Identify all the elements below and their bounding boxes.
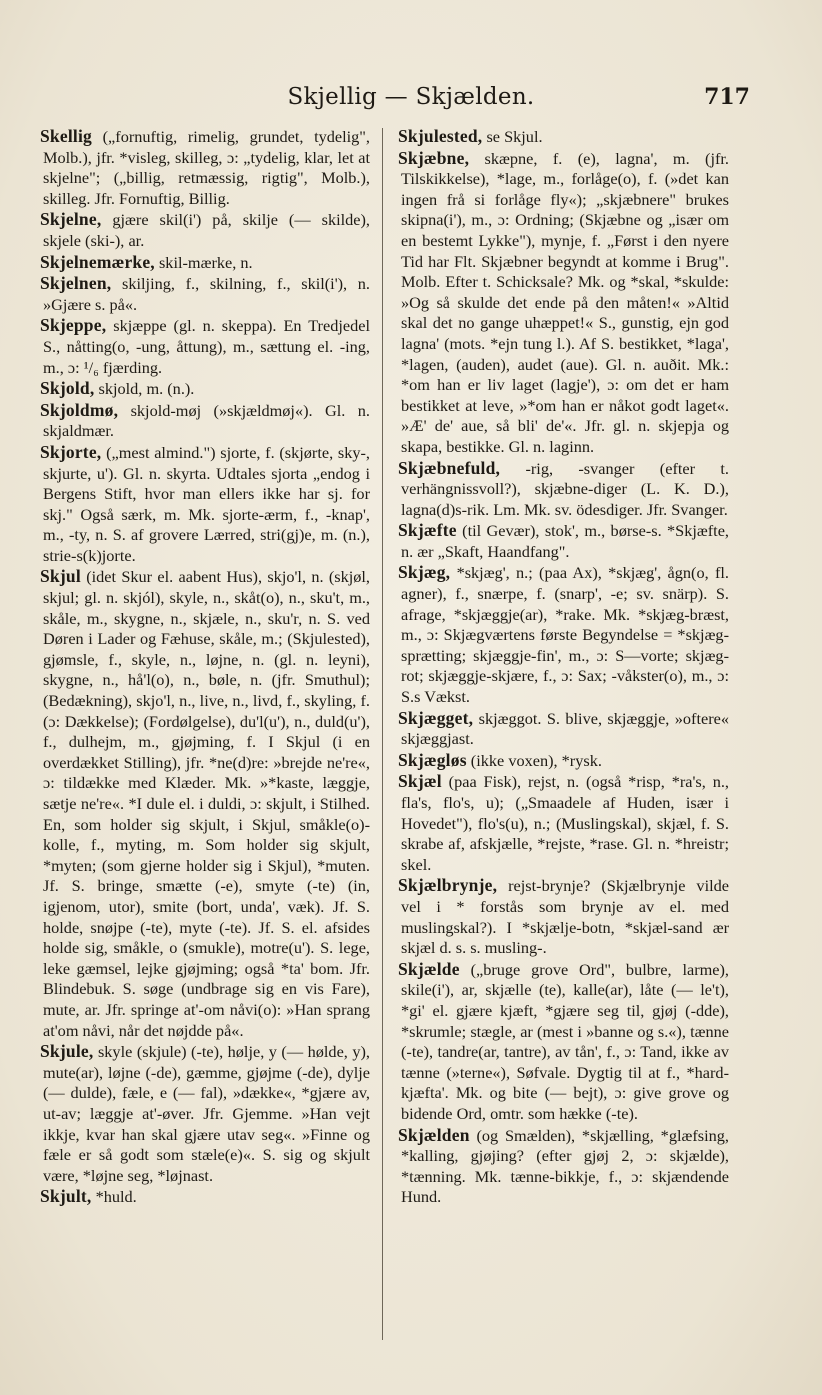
dictionary-entry [40,400,370,442]
entry-headword: Skjæg, [398,562,451,583]
entry-text: gjære skil(i') på, skilje (— skilde), skjele (ski-), ar. [43,210,370,250]
entry-headword: Skjoldmø, [40,399,119,420]
dictionary-entry [40,566,370,1041]
dictionary-entry [40,273,370,315]
running-head: Skjellig — Skjælden. [287,84,535,110]
entry-text: skil-mærke, n. [158,252,253,272]
entry-headword: Skjule, [40,1041,94,1062]
entry-text: skiljing, f., skilning, f., skil(i'), n. »Gjære s. på«. [43,274,371,314]
entry-text: -rig, -svanger (efter t. verhängnissvoll?), skjæbne-diger (L. K. D.), lagna(d)s-rik. Lm. Mk. sv. ödesdiger. Jfr. Svanger. [401,458,729,519]
entry-headword: Skjægløs [398,749,467,770]
entry-text: („bruge grove Ord", bulbre, larme), skile(i'), ar, skjælle (te), kalle(ar), låte (— le't), *gi' el. gjære kjæft, *gjære seg til, gjøj (-dde), *skrumle; stægle, ar (mest i »banne og s.«), tænne (-te), tandre(ar, tantre), av tån', f., ɔ: Tand, ikke av tænne (»terne«), Søfvale. Dygtig til at f., *hard-kjæfta'. Mk. og bite (— bejt), ɔ: give grove og bidende Ord, omtr. som hække (-te). [401,959,729,1123]
dictionary-entry [398,148,729,458]
entry-headword: Skjæbne, [398,147,470,168]
page-number: 717 [704,84,750,110]
dictionary-entry [398,126,729,148]
entry-headword: Skjægget, [398,707,474,728]
entry-text: (paa Fisk), rejst, n. (også *risp, *ra's, n., fla's, flo's, u); („Smaadele af Huden, især i Hovedet"), flo's(u), n.; (Muslingskal), skjæl, f. S. skrabe af, afskjælle, *rejste, *rase. Gl. n. *hreistr; skel. [401,772,729,874]
left-column [40,126,370,1208]
entry-text: skyle (skjule) (-te), hølje, y (— hølde, y), mute(ar), løjne (-de), gæmme, gjøjme (-de), dylje (— dulde), fæle, e (— fal), »dække«, *gjære av, ut-av; læggje at'-øver. Jfr. Gjemme. »Han vejt ikkje, kvar han skal gjære utav seg«. »Finne og fæle er så godt som stæle(e)«. S. sig og skjult være, *løjne seg, *løjnast. [43,1042,370,1185]
entry-headword: Skjælbrynje, [398,875,498,896]
entry-headword: Skjul [40,566,81,587]
dictionary-entry [398,562,729,707]
dictionary-entry [398,708,729,750]
entry-text: rejst-brynje? (Skjælbrynje vilde vel i * forstås som brynje av el. med muslingskal?). I *skjælje-botn, *skjæl-sand ær skjæl d. s. s. musling-. [401,876,729,958]
entry-headword: Skellig [40,126,92,146]
dictionary-entry [40,126,370,209]
entry-headword: Skjæbnefuld, [398,457,501,478]
entry-headword: Skjælden [398,1124,470,1145]
entry-text: *skjæg', n.; (paa Ax), *skjæg', ågn(o, fl. agner), f., snærpe, f. (snarp', -e; sv. snärp). S. afrage, *skjæggje(ar), *rake. Mk. *skjæg-bræst, m., ɔ: Skjægværtens første Begyndelse = *skjæg-sprætting; skjæggje-fin', m., ɔ: S—vorte; skjæg-rot; skjæggje-skjære, f., ɔ: Sax; -våkster(o), m., ɔ: S.s Vækst. [401,563,729,707]
dictionary-entry [40,442,370,567]
dictionary-entry [40,252,370,274]
entry-text: skæpne, f. (e), lagna', m. (jfr. Tilskikkelse), *lage, m., forlåge(o), f. (»det kan ingen frå si forlåge fly«); „skjæbnere" brukes skipna(i'), m., ɔ: Ordning; (Skjæbne og „især om en bestemt Lykke"), mynje, f. „Først i den nyere Tid har Flt. Skjæbner begyndt at komme i Brug". Molb. Efter t. Schicksale? Mk. og *skal, *skulde: »Og så skulde det ende på den måten!« »Altid skal det no gange uhæppet!« S., gunstig, ejn god lagna' (mots. *ejn tung l.). Af S. bestikket, *laga', *lagen, (auden), audet (aue). Gl. n. auðit. Mk.: *om han er liv laget (lagje'), ɔ: om det er ham bestikket at leve, »*om han er nåkot godt laget«. »Æ' de' aue, så bli' de'«. Jfr. gl. n. skjepja og skapa, bestikke. Gl. n. laginn. [401,148,729,456]
entry-headword: Skjælde [398,958,460,979]
dictionary-entry [40,209,370,251]
right-column [398,126,729,1208]
entry-text: se Skjul. [486,127,543,146]
dictionary-entry [398,520,729,562]
entry-headword: Skjelnemærke, [40,251,155,272]
entry-text: (til Gevær), stok', m., børse-s. *Skjæfte, n. ær „Skaft, Haandfang". [401,521,729,561]
entry-headword: Skjult, [40,1186,92,1207]
entry-text: skjold-møj (»skjældmøj«). Gl. n. skjaldmær. [43,400,370,441]
entry-text: (og Smælden), *skjælling, *glæfsing, *kalling, gjøjing? (efter gjøj 2, ɔ: skjælde), *tænning. Mk. tænne-bikkje, f., ɔ: skjændende Hund. [401,1125,729,1207]
dictionary-entry [398,771,729,875]
entry-text: skjold, m. (n.). [98,379,195,399]
entry-headword: Skjeppe, [40,315,107,336]
entry-headword: Skjæfte [398,520,457,541]
entry-text: skjæggot. S. blive, skjæggje, »oftere« skjæggjast. [401,708,730,749]
entry-text: skjæppe (gl. n. skeppa). En Tredjedel S., nåtting(o, -ung, åttung), m., sættung el. -ing, m., ɔ: ¹/₆ fjærding. [43,316,370,377]
entry-headword: Skjorte, [40,441,102,462]
entry-headword: Skjelne, [40,209,102,230]
dictionary-entry [398,1125,729,1208]
entry-headword: Skjold, [40,378,95,399]
entry-headword: Skjæl [398,771,442,792]
entry-text: (ikke voxen), *rysk. [470,750,602,770]
dictionary-entry [398,959,729,1125]
column-divider [382,128,383,1340]
entry-text: („mest almind.") sjorte, f. (skjørte, sky-, skjurte, u'). Gl. n. skyrta. Udtales sjorta „endog i Bergens Stift, hvor man ellers ikke har sj. for skj." Også særk, m. Mk. sjorte-ærm, f., -knap', m., -ty, n. S. af grovere Lærred, stri(gj)e, m. (n.), strie-s(k)jorte. [43,442,370,565]
page-header [0,84,822,118]
dictionary-entry [40,315,370,378]
entry-text: *huld. [95,1187,137,1207]
dictionary-entry [398,458,729,521]
entry-text: (idet Skur el. aabent Hus), skjo'l, n. (skjøl, skjul; gl. n. skjól), skyle, n., skåt(o), n., sku't, m., skåle, m., skygne, n., skjæle, n., sku'r, n. S. ved Døren i Lader og Fæhuse, skåle, m.; (Skjulested), gjømsle, f., skyle, n., løjne, n. (gl. n. leyni), skygne, n., hå'l(o), n., bøle, n. (jfr. Smuthul); (Bedækning), skjo'l, n., live, n., livd, f., skyling, f. (ɔ: Dækkelse); (Fordølgelse), du'l(u'), n., duld(u'), f., dulhejm, m., gjøjming, f. I Skjul (i en overdækket Stilling), jfr. *ne(d)re: »brejde ne're«, ɔ: tildække med Klæder. Mk. »*kaste, læggje, sætje ne're«. *I dule el. i duldi, ɔ: skjult, i Stilhed. En, som holder sig skjult, i Skjul, småkle(o)-kolle, f., myting, m. Som holder sig skjult, *myten; (som gjerne holder sig i Skjul), *muten. Jf. S. bringe, smætte (-e), smyte (-te) (in, igjenom, utor), smite (bort, unda', væk). Jf. S. holde, snøjpe (-te), myte (-te). Jf. S. el. afsides holde sig, småkle, o (smukle), motre(u'). S. lege, leke gæmsel, lejke gjøjming; også *ta' bom. Jfr. Blindebuk. S. søge (undbrage sig en vis Fare), mute, ar. Jfr. springe at'-om nåvi(o): »Han sprang at'om nåvi, når det nøjdde på«. [43,567,370,1040]
dictionary-entry [40,1041,370,1186]
dictionary-entry [40,1186,370,1208]
entry-headword: Skjelnen, [40,273,112,294]
entry-text: („fornuftig, rimelig, grundet, tydelig", Molb.), jfr. *visleg, skilleg, ɔ: „tydelig, klar, let at skjelne"; („billig, retmæssig, rigtig", Molb.), skilleg. Jfr. Fornuftig, Billig. [43,127,371,208]
dictionary-entry [398,750,729,772]
dictionary-entry [40,378,370,400]
entry-headword: Skjulested, [398,126,483,146]
dictionary-entry [398,875,729,958]
